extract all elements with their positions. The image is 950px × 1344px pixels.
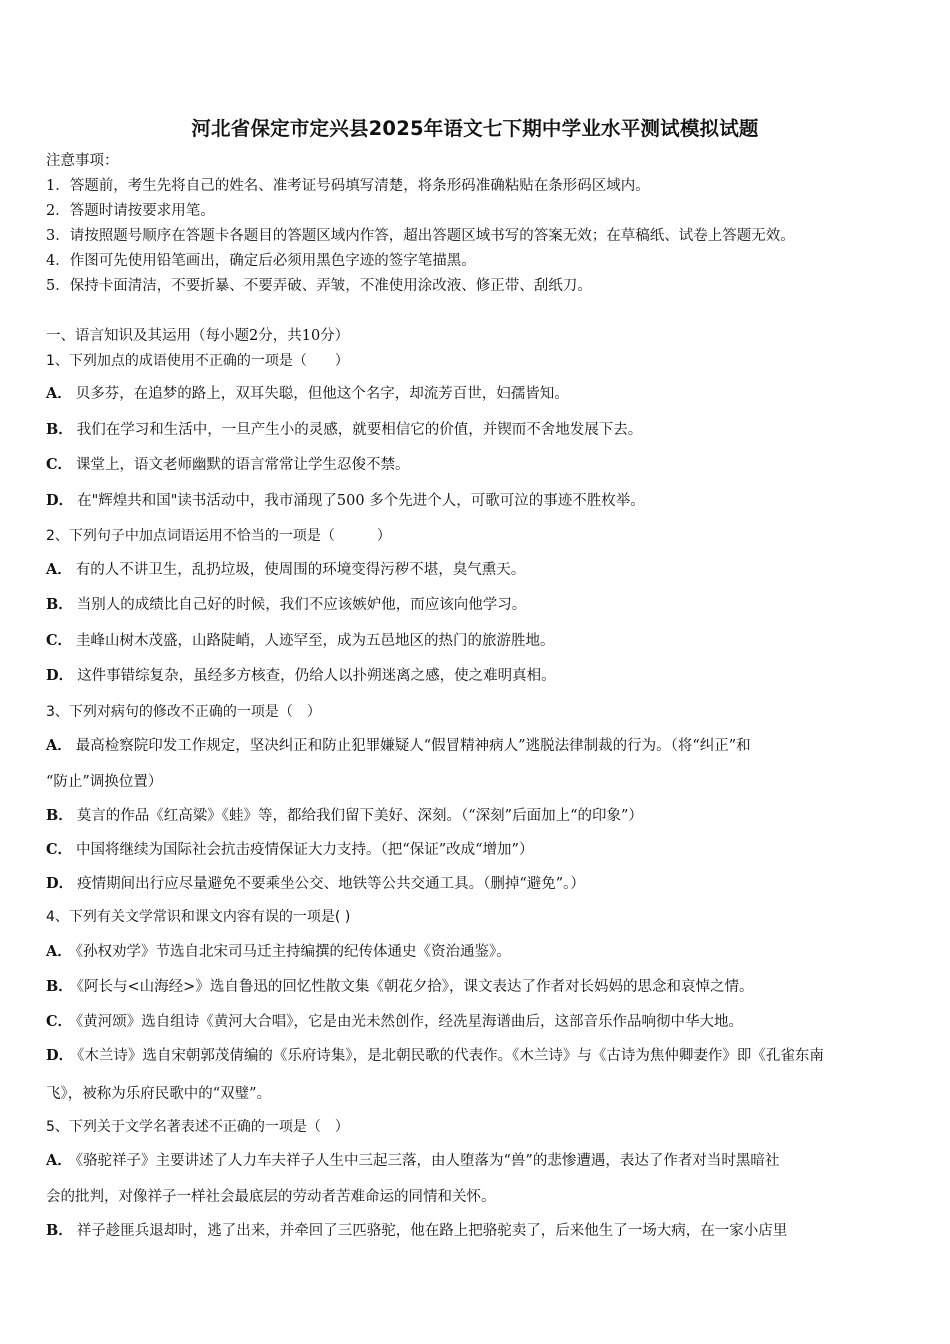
notice-heading: 注意事项： (46, 153, 119, 169)
page-title: 河北省保定市定兴县2025年语文七下期中学业水平测试模拟试题 (191, 117, 759, 140)
option-key: B． (46, 596, 73, 613)
option-text: 最高检察院印发工作规定，坚决纠正和防止犯罪嫌疑人“假冒精神病人”逃脱法律制裁的行为。（将“纠正”和 (75, 738, 751, 754)
option-a (46, 560, 525, 580)
option-key: C． (46, 1013, 73, 1030)
option-key: D． (46, 1047, 74, 1064)
option-text: 《黄河颂》选自组诗《黄河大合唱》，它是由光未然创作，经冼星海谱曲后，这部音乐作品响彻中华大地。 (76, 1014, 744, 1030)
option-key: B． (46, 421, 73, 438)
option-d (46, 874, 585, 894)
option-d (46, 666, 556, 686)
option-c (46, 455, 410, 475)
question-stem: 2、下列句子中加点词语运用不恰当的一项是（ ） (46, 528, 391, 544)
option-text: 贝多芬，在追梦的路上，双耳失聪，但他这个名字，却流芳百世，妇孺皆知。 (75, 386, 569, 402)
option-text: 当别人的成绩比自己好的时候，我们不应该嫉妒他，而应该向他学习。 (76, 597, 527, 613)
option-key: D． (46, 875, 74, 892)
option-a-continued: “防止”调换位置） (46, 774, 163, 790)
question-stem: 5、下列关于文学名著表述不正确的一项是（ ） (46, 1119, 349, 1135)
option-key: D． (46, 492, 74, 509)
option-key: A． (46, 561, 72, 578)
notice-item: 3．请按照题号顺序在答题卡各题目的答题区域内作答，超出答题区域书写的答案无效；在草稿纸、试卷上答题无效。 (46, 228, 795, 244)
option-key: C． (46, 632, 73, 649)
option-key: A． (46, 1152, 72, 1169)
option-key: B． (46, 1222, 73, 1239)
option-text: 有的人不讲卫生，乱扔垃圾，使周围的环境变得污秽不堪，臭气熏天。 (75, 562, 526, 578)
option-d (46, 491, 645, 511)
option-text: 课堂上，语文老师幽默的语言常常让学生忍俊不禁。 (76, 457, 410, 473)
question-stem: 1、下列加点的成语使用不正确的一项是（ ） (46, 353, 349, 369)
question-stem: 3、下列对病句的修改不正确的一项是（ ） (46, 704, 321, 720)
option-c (46, 1012, 743, 1032)
option-text: 《骆驼祥子》主要讲述了人力车夫祥子人生中三起三落，由人堕落为“兽”的悲惨遭遇，表达了作者对当时黑暗社 (75, 1153, 780, 1169)
notice-item: 5．保持卡面清洁，不要折暴、不要弄破、弄皱，不准使用涂改液、修正带、刮纸刀。 (46, 278, 592, 294)
option-text: 祥子趁匪兵退却时，逃了出来，并牵回了三匹骆驼，他在路上把骆驼卖了，后来他生了一场大病，在一家小店里 (76, 1223, 788, 1239)
option-text: 《木兰诗》选自宋朝郭茂倩编的《乐府诗集》，是北朝民歌的代表作。《木兰诗》与《古诗为焦仲卿妻作》即《孔雀东南 (77, 1048, 824, 1064)
option-b (46, 806, 643, 826)
option-a (46, 384, 569, 404)
option-text: 这件事错综复杂，虽经多方核查，仍给人以扑朔迷离之感，使之难明真相。 (77, 668, 556, 684)
option-a-continued: 会的批判，对像祥子一样社会最底层的劳动者苦难命运的同情和关怀。 (46, 1189, 496, 1205)
option-a (46, 942, 511, 962)
option-text: 《孙权劝学》节选自北宋司马迁主持编撰的纪传体通史《资治通鉴》。 (75, 944, 511, 960)
option-text: 中国将继续为国际社会抗击疫情保证大力支持。（把“保证”改成“增加”） (76, 842, 534, 858)
option-text: 在"辉煌共和国"读书活动中，我市涌现了500 多个先进个人，可歌可泣的事迹不胜枚举。 (77, 493, 645, 509)
option-key: C． (46, 456, 73, 473)
option-key: D． (46, 667, 74, 684)
option-key: B． (46, 807, 73, 824)
option-b (46, 1221, 787, 1241)
option-a (46, 736, 751, 756)
option-text: 《阿长与<山海经>》选自鲁迅的回忆性散文集《朝花夕拾》，课文表达了作者对长妈妈的思念和哀悼之情。 (76, 979, 754, 995)
section-heading: 一、语言知识及其运用（每小题2分，共10分） (46, 328, 350, 344)
option-text: 我们在学习和生活中，一旦产生小的灵感，就要相信它的价值，并锲而不舍地发展下去。 (76, 422, 643, 438)
option-a (46, 1151, 779, 1171)
notice-item: 1．答题前，考生先将自己的姓名、准考证号码填写清楚，将条形码准确粘贴在条形码区域内。 (46, 178, 650, 194)
notice-item: 4．作图可先使用铅笔画出，确定后必须用黑色字迹的签字笔描黑。 (46, 253, 476, 269)
option-b (46, 420, 642, 440)
option-c (46, 631, 555, 651)
option-key: A． (46, 737, 72, 754)
option-c (46, 840, 533, 860)
option-key: A． (46, 943, 72, 960)
option-key: B． (46, 978, 73, 995)
option-b (46, 595, 526, 615)
option-d (46, 1046, 824, 1066)
option-text: 莫言的作品《红高粱》《蛙》等，都给我们留下美好、深刻。（“深刻”后面加上“的印象”） (76, 808, 643, 824)
option-key: C． (46, 841, 73, 858)
option-b (46, 977, 754, 997)
option-text: 圭峰山树木茂盛，山路陡峭，人迹罕至，成为五邑地区的热门的旅游胜地。 (76, 633, 555, 649)
option-d-continued: 飞》，被称为乐府民歌中的“双璧”。 (46, 1086, 272, 1102)
option-key: A． (46, 385, 72, 402)
question-stem: 4、下列有关文学常识和课文内容有误的一项是( ) (46, 909, 351, 925)
notice-item: 2．答题时请按要求用笔。 (46, 203, 215, 219)
option-text: 疫情期间出行应尽量避免不要乘坐公交、地铁等公共交通工具。（删掉“避免”。） (77, 876, 585, 892)
